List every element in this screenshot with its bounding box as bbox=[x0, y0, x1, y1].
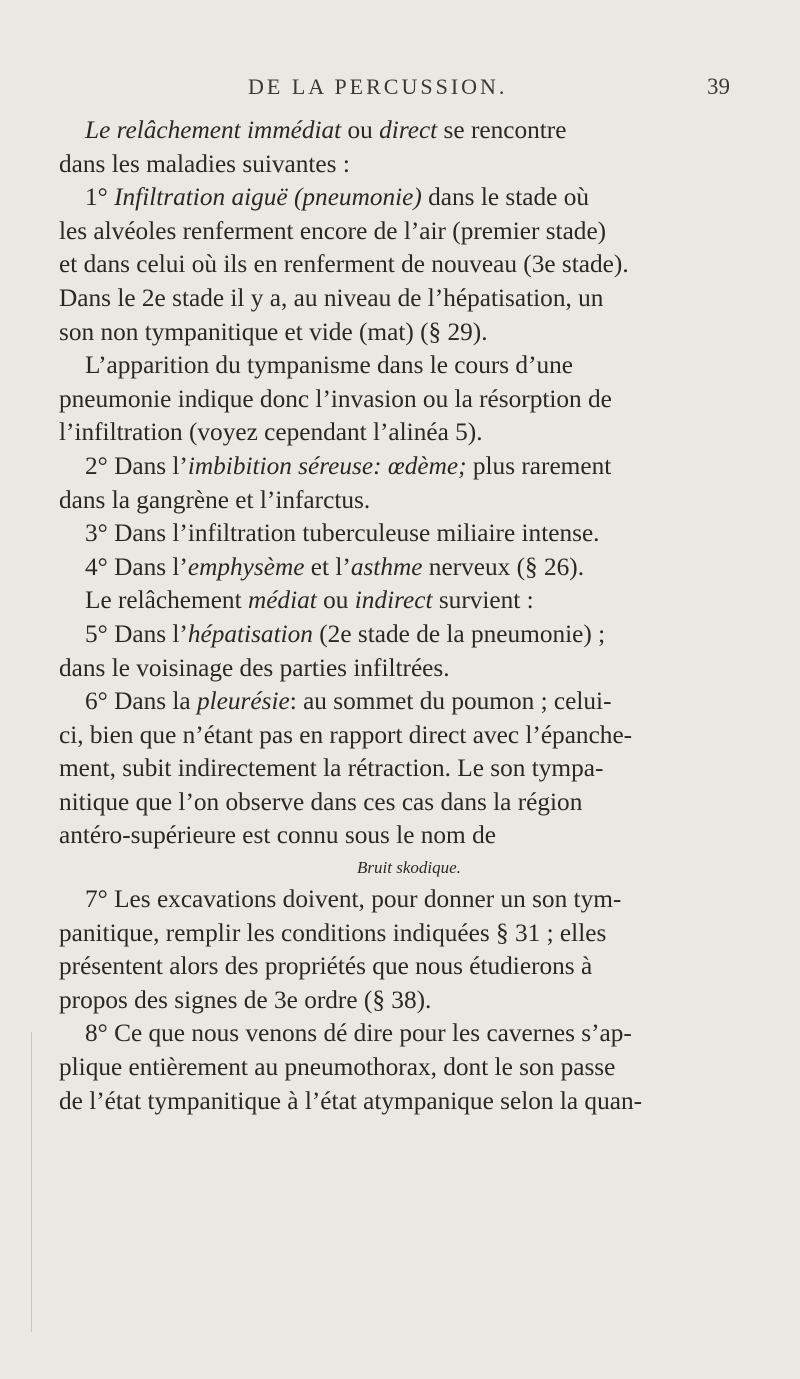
text-line bbox=[59, 752, 759, 786]
text-run: Bruit skodique. bbox=[357, 858, 461, 878]
text-run: et l’ bbox=[304, 552, 351, 581]
text-line bbox=[59, 883, 759, 917]
section-caption bbox=[59, 853, 759, 883]
running-title: DE LA PERCUSSION. bbox=[248, 74, 508, 99]
text-run: 3° Dans l’infiltration tuberculeuse miliaire intense. bbox=[85, 519, 600, 548]
text-line bbox=[59, 786, 759, 820]
text-run: panitique, remplir les conditions indiquées § 31 ; elles bbox=[59, 918, 607, 947]
text-line bbox=[59, 1085, 759, 1119]
text-line bbox=[59, 1051, 759, 1085]
italic-text: asthme bbox=[350, 552, 423, 581]
text-run: pneumonie indique donc l’invasion ou la résorption de bbox=[59, 384, 612, 413]
text-run: dans le stade où bbox=[421, 183, 590, 212]
text-line bbox=[59, 984, 759, 1018]
text-run: nerveux (§ 26). bbox=[422, 552, 585, 581]
text-run: ment, subit indirectement la rétraction. Le son tympa- bbox=[59, 754, 604, 783]
text-line bbox=[59, 618, 759, 652]
text-run: Dans le 2e stade il y a, au niveau de l’hépatisation, un bbox=[59, 283, 604, 312]
text-run: de l’état tympanitique à l’état atympanique selon la quan- bbox=[59, 1086, 643, 1115]
italic-text: Le relâchement immédiat bbox=[85, 116, 342, 144]
text-line bbox=[59, 383, 759, 417]
italic-text: Infiltration aiguë (pneumonie) bbox=[114, 183, 422, 212]
text-run: survient : bbox=[432, 586, 534, 615]
text-line bbox=[59, 215, 759, 249]
text-line bbox=[59, 148, 759, 182]
text-run: plique entièrement au pneumothorax, dont le son passe bbox=[59, 1053, 616, 1082]
text-line bbox=[59, 282, 759, 316]
text-line bbox=[59, 950, 759, 984]
text-line bbox=[59, 248, 759, 282]
italic-text: pleurésie bbox=[196, 687, 290, 716]
text-run: 2° Dans l’ bbox=[85, 451, 188, 480]
margin-shadow bbox=[31, 1032, 32, 1332]
text-run: 1° bbox=[85, 183, 115, 212]
text-run: antéro-supérieure est connu sous le nom de bbox=[59, 821, 496, 850]
text-run: L’apparition du tympanisme dans le cours d’une bbox=[85, 351, 574, 380]
italic-text: direct bbox=[379, 116, 438, 144]
text-line bbox=[59, 114, 759, 148]
italic-text: hépatisation bbox=[187, 619, 313, 648]
text-run: l’infiltration (voyez cependant l’alinéa 5). bbox=[59, 418, 483, 447]
text-run: 5° Dans l’ bbox=[85, 619, 188, 648]
page-number: 39 bbox=[707, 74, 730, 99]
running-header bbox=[248, 74, 748, 100]
text-line bbox=[59, 652, 759, 686]
text-line bbox=[59, 719, 759, 753]
text-line bbox=[59, 484, 759, 518]
text-run: (2e stade de la pneumonie) ; bbox=[312, 619, 606, 648]
text-run: son non tympanitique et vide (mat) (§ 29). bbox=[59, 317, 488, 346]
text-run: 6° Dans la bbox=[85, 687, 197, 716]
text-line bbox=[59, 316, 759, 350]
text-run: dans le voisinage des parties infiltrées. bbox=[59, 653, 450, 682]
text-run: 7° Les excavations doivent, pour donner un son tym- bbox=[85, 885, 622, 914]
italic-text: indirect bbox=[354, 586, 433, 615]
text-run: plus rarement bbox=[466, 451, 612, 480]
text-run: 8° Ce que nous venons dé dire pour les cavernes s’ap- bbox=[85, 1019, 632, 1048]
text-run: nitique que l’on observe dans ces cas dans la région bbox=[59, 787, 583, 816]
text-run: dans la gangrène et l’infarctus. bbox=[59, 485, 371, 514]
text-run: et dans celui où ils en renferment de nouveau (3e stade). bbox=[59, 250, 629, 279]
text-run: se rencontre bbox=[437, 116, 567, 144]
italic-text: emphysème bbox=[187, 552, 305, 581]
body-text bbox=[59, 114, 759, 1118]
text-run: : au sommet du poumon ; celui- bbox=[289, 687, 612, 716]
text-line bbox=[59, 349, 759, 383]
text-line bbox=[59, 450, 759, 484]
text-line bbox=[59, 517, 759, 551]
text-run: ou bbox=[341, 116, 380, 144]
text-line bbox=[59, 584, 759, 618]
text-line bbox=[59, 1017, 759, 1051]
text-run: dans les maladies suivantes : bbox=[59, 149, 350, 178]
text-run: propos des signes de 3e ordre (§ 38). bbox=[59, 985, 432, 1014]
text-run: les alvéoles renferment encore de l’air (premier stade) bbox=[59, 216, 607, 245]
italic-text: imbibition séreuse: œdème; bbox=[187, 451, 467, 480]
text-line bbox=[59, 551, 759, 585]
text-run: présentent alors des propriétés que nous étudierons à bbox=[59, 952, 593, 981]
text-run: Le relâchement bbox=[85, 586, 248, 615]
text-line bbox=[59, 416, 759, 450]
text-run: ci, bien que n’étant pas en rapport direct avec l’épanche- bbox=[59, 720, 633, 749]
italic-text: médiat bbox=[247, 586, 317, 615]
text-line bbox=[59, 181, 759, 215]
text-line bbox=[59, 685, 759, 719]
text-line bbox=[59, 917, 759, 951]
text-run: ou bbox=[316, 586, 355, 615]
text-line bbox=[59, 819, 759, 853]
text-run: 4° Dans l’ bbox=[85, 552, 188, 581]
